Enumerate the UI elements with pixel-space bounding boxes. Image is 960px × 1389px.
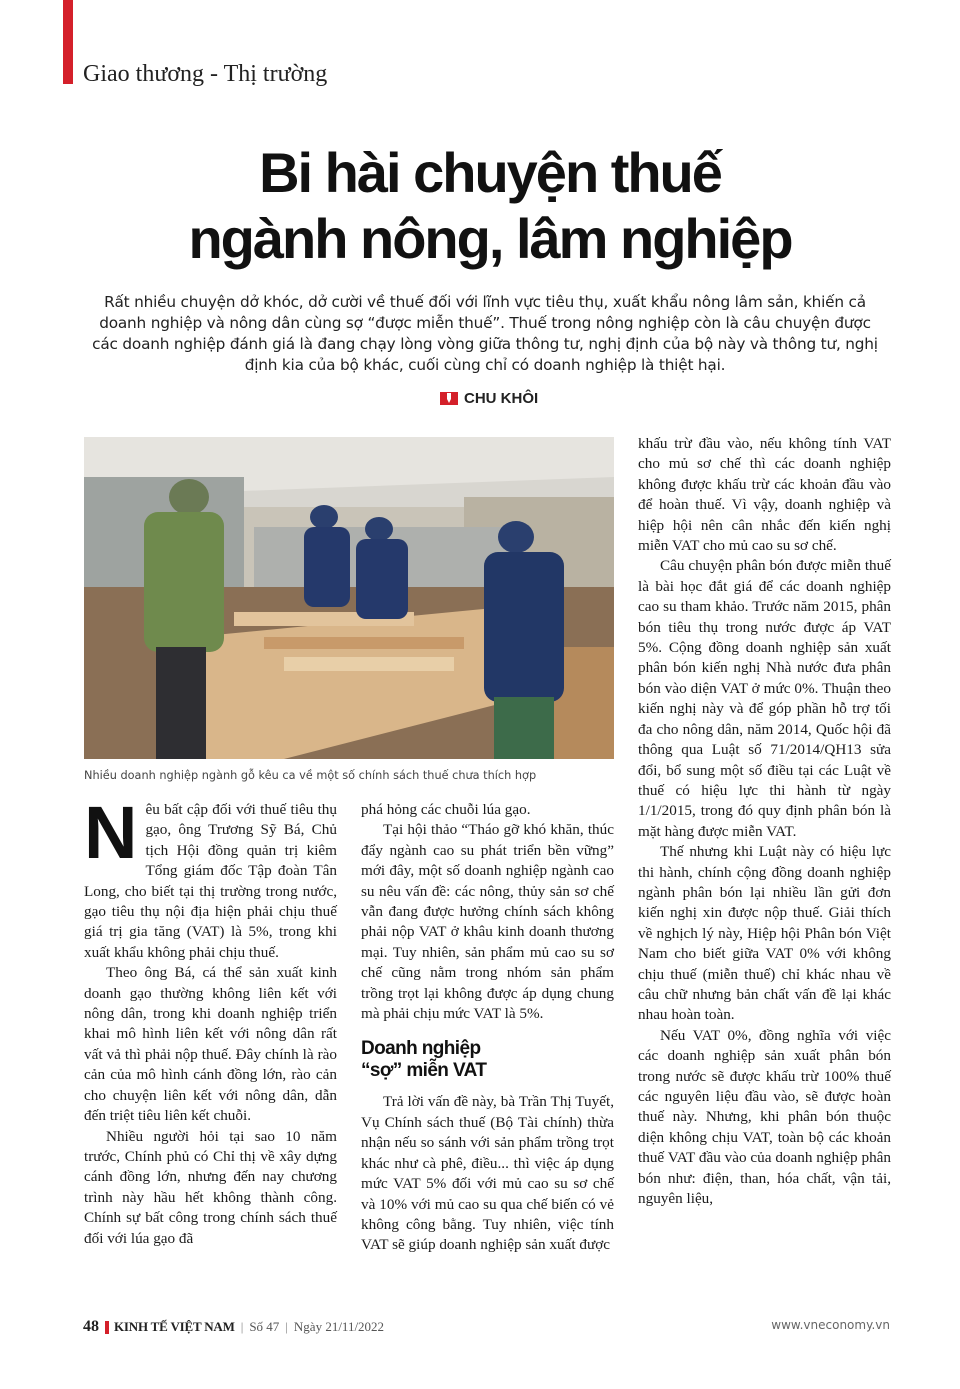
separator: | bbox=[285, 1319, 288, 1334]
article-lead: Rất nhiều chuyện dở khóc, dở cười về thuế đối với lĩnh vực tiêu thụ, xuất khẩu nông lâm sản, khiến cả doanh nghiệp và nông dân cùng sợ “được miễn thuế”. Thuế trong nông nghiệp còn là câu chuyện được các doanh nghiệp đánh giá là đang chạy lòng vòng giữa thông tư, nghị định của bộ này và thông tư, nghị định kia của bộ khác, cuối cùng chỉ có doanh nghiệp là thiệt hại. bbox=[92, 293, 878, 374]
paragraph: Tại hội thảo “Tháo gỡ khó khăn, thúc đẩy ngành cao su phát triển bền vững” mới đây, một số doanh nghiệp ngành cao su nêu vấn đề: các nông, thủy sản sơ chế vẫn đang được hưởng chính sách không phải nộp VAT ở khâu kinh doanh thương mại. Tuy nhiên, sản phẩm mủ cao su sơ chế cũng nằm trong nhóm sản phẩm trồng trọt lại không được áp dụng chung mà phải chịu mức VAT là 5%. bbox=[361, 821, 614, 1023]
website-url: www.vneconomy.vn bbox=[771, 1318, 890, 1332]
section-label: Giao thương - Thị trường bbox=[83, 61, 328, 87]
section-marker bbox=[63, 0, 73, 84]
paragraph: Thế nhưng khi Luật này có hiệu lực thi hành, chính cộng đồng doanh nghiệp ngành phân bón lại nhiều lần gửi đơn kiến nghị xin được nộp thuế. Giải thích về nghịch lý này, Hiệp hội Phân bón Việt Nam cho biết giữa VAT 0% với không chịu thuế (miễn thuế) chỉ khác nhau về câu chữ nhưng bản chất vấn đề lại khác nhau hoàn toàn. bbox=[638, 843, 891, 1024]
page-number: 48 bbox=[83, 1318, 99, 1335]
paragraph: Trả lời vấn đề này, bà Trần Thị Tuyết, Vụ Chính sách thuế (Bộ Tài chính) thừa nhận nếu so sánh với sản phẩm trồng trọt khác như cà phê, điều... thì việc áp dụng mức VAT 5% đối với mủ cao su sơ chế và 10% với mủ cao su qua chế biến có vẻ không công bằng. Tuy nhiên, việc tính VAT sẽ giúp doanh nghiệp sản xuất được bbox=[361, 1093, 614, 1254]
issue-number: Số 47 bbox=[249, 1319, 280, 1334]
paragraph: Nhiều người hỏi tại sao 10 năm trước, Chính phủ có Chỉ thị về xây dựng cánh đồng lớn, nhưng đến nay chương trình này hầu hết không thành công. Chính sự bất công trong chính sách thuế đối với lúa gạo đã bbox=[84, 1127, 337, 1247]
separator: | bbox=[240, 1319, 244, 1334]
column-2 bbox=[361, 800, 614, 1256]
paragraph: Nêu bất cập đối với thuế tiêu thụ gạo, ông Trương Sỹ Bá, Chủ tịch Hội đồng quản trị kiêm Tổng giám đốc Tập đoàn Tân Long, cho biết tại thị trường trong nước, gạo tiêu thụ nội địa hiện phải chịu thuế giá trị gia tăng (VAT) là 5%, trong khi xuất khẩu không phải chịu thuế. bbox=[84, 791, 337, 961]
article-photo bbox=[84, 437, 614, 759]
column-1 bbox=[84, 791, 337, 1249]
magazine-name: KINH TẾ VIỆT NAM bbox=[114, 1319, 235, 1334]
photo-caption: Nhiều doanh nghiệp ngành gỗ kêu ca về một số chính sách thuế chưa thích hợp bbox=[84, 769, 537, 782]
subheading: Doanh nghiệp “sợ” miễn VAT bbox=[361, 1038, 487, 1082]
pen-icon bbox=[440, 392, 458, 405]
title-line-2: ngành nông, lâm nghiệp bbox=[188, 207, 792, 270]
paragraph: Theo ông Bá, cá thể sản xuất kinh doanh gạo thường không liên kết với nông dân, trong khi doanh nghiệp triển khai mô hình liên kết với nông dân rất vất vả thì phải nộp thuế. Đây chính là rào cản của mô hình cánh đồng lớn, rào cản cho chuyện liên kết với nông dân, dẫn đến triệt tiêu liên kết chuỗi. bbox=[84, 964, 337, 1125]
byline bbox=[440, 388, 538, 408]
issue-date: Ngày 21/11/2022 bbox=[293, 1319, 385, 1334]
paragraph: khấu trừ đầu vào, nếu không tính VAT cho mủ sơ chế thì các doanh nghiệp không được khấu trừ các khoản đầu vào để hoàn thuế. Vì vậy, doanh nghiệp và hiệp hội nên cân nhắc đến kiến nghị miễn VAT cho mủ cao su sơ chế. bbox=[638, 435, 891, 555]
column-3 bbox=[638, 434, 891, 1209]
paragraph: Nếu VAT 0%, đồng nghĩa với việc các doanh nghiệp sản xuất phân bón trong nước sẽ được khấu trừ 100% thuế các nguyên liệu đầu vào, sẽ được hoàn thuế này. Nhưng, khi phân bón thuộc diện không chịu VAT, toàn bộ các khoản thuế VAT đầu vào của doanh nghiệp phân bón như: điện, than, hóa chất, vận tải, nguyên liệu, bbox=[638, 1026, 891, 1208]
page-footer bbox=[83, 1317, 384, 1337]
drop-cap: N bbox=[84, 791, 138, 874]
paragraph: phá hỏng các chuỗi lúa gạo. bbox=[361, 801, 531, 818]
footer-marker bbox=[105, 1321, 109, 1334]
author-name: CHU KHÔI bbox=[464, 389, 539, 407]
paragraph: Câu chuyện phân bón được miễn thuế là bài học đắt giá để các doanh nghiệp cao su tham khảo. Trước năm 2015, phân bón tiêu thụ trong nước được áp VAT 5%. Cộng đồng doanh nghiệp sản xuất phân bón kiến nghị Nhà nước đưa phân bón vào diện VAT ở mức 0%. Thuận theo kiến nghị này và để góp phần hỗ trợ tối đa cho nông dân, năm 2014, Quốc hội đã thông qua Luật số 71/2014/QH13 sửa đổi, bổ sung một số điều tại các Luật về thuế có hiệu lực thi hành từ ngày 1/1/2015, trong đó quy định phân bón là mặt hàng được miễn VAT. bbox=[638, 557, 891, 840]
article-title bbox=[60, 140, 920, 272]
title-line-1: Bi hài chuyện thuế bbox=[259, 141, 721, 204]
